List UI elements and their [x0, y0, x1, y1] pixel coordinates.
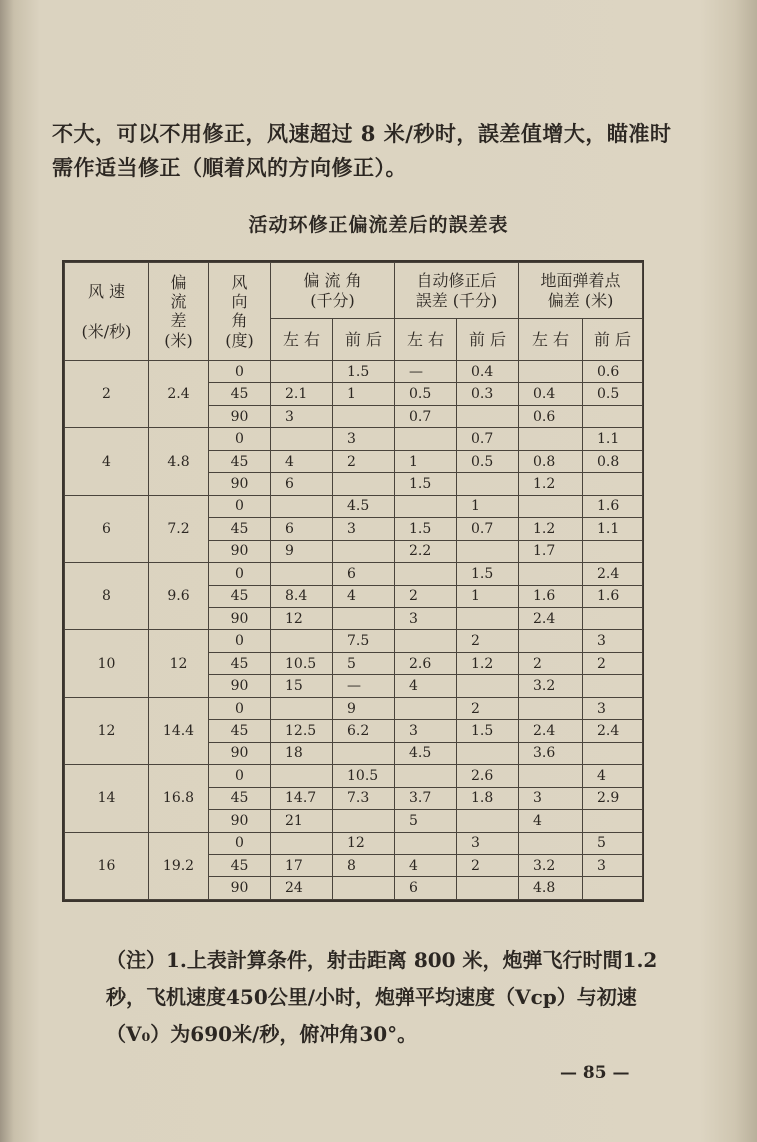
value-cell — [457, 405, 519, 427]
value-cell — [519, 832, 583, 854]
value-cell — [583, 540, 643, 562]
value-cell: 3 — [395, 720, 457, 742]
value-cell — [457, 607, 519, 629]
value-cell: 1.1 — [583, 518, 643, 540]
value-cell — [583, 675, 643, 697]
wind-speed-cell: 6 — [65, 495, 149, 562]
value-cell: 3.2 — [519, 675, 583, 697]
value-cell — [271, 832, 333, 854]
value-cell: 2.4 — [583, 720, 643, 742]
table-row — [65, 563, 643, 585]
value-cell — [457, 675, 519, 697]
value-cell: 8 — [333, 854, 395, 876]
notes-text: （注）1.上表計算条件，射击距离 800 米，炮弹飞行时間1.2秒，飞机速度450公里/小时，炮弹平均速度（Vcp）与初速（V₀）为690米/秒，俯冲角30°。 — [106, 948, 658, 1046]
wind-angle-cell: 90 — [209, 877, 271, 900]
value-cell: 4 — [333, 585, 395, 607]
wind-angle-cell: 0 — [209, 495, 271, 517]
value-cell — [333, 810, 395, 832]
value-cell: 14.7 — [271, 787, 333, 809]
value-cell: 5 — [395, 810, 457, 832]
value-cell: 6 — [271, 473, 333, 495]
body-paragraph: 不大，可以不用修正，风速超过 8 米/秒时，誤差值增大，瞄准时需作适当修正（順着风的方向修正）。 — [52, 121, 672, 180]
value-cell: 1.5 — [333, 361, 395, 383]
value-cell: 1.6 — [583, 495, 643, 517]
value-cell — [271, 630, 333, 652]
table-row — [65, 428, 643, 450]
value-cell: 3.6 — [519, 742, 583, 764]
value-cell — [583, 607, 643, 629]
table-row — [65, 765, 643, 787]
wind-speed-cell: 2 — [65, 361, 149, 428]
value-cell: 17 — [271, 854, 333, 876]
wind-angle-cell: 0 — [209, 630, 271, 652]
value-cell: 2.4 — [519, 720, 583, 742]
notes-paragraph — [52, 942, 672, 1053]
value-cell — [395, 630, 457, 652]
value-cell — [395, 765, 457, 787]
value-cell: 6 — [395, 877, 457, 900]
value-cell: 8.4 — [271, 585, 333, 607]
value-cell: 1.8 — [457, 787, 519, 809]
value-cell: 7.5 — [333, 630, 395, 652]
value-cell: 2.1 — [271, 383, 333, 405]
wind-angle-cell: 90 — [209, 607, 271, 629]
value-cell: 6 — [271, 518, 333, 540]
value-cell — [457, 877, 519, 900]
value-cell — [333, 473, 395, 495]
value-cell: 1.5 — [395, 473, 457, 495]
value-cell: 2 — [457, 697, 519, 719]
value-cell: 9 — [333, 697, 395, 719]
value-cell: 1.5 — [457, 720, 519, 742]
wind-angle-cell: 0 — [209, 765, 271, 787]
drift-diff-cell: 16.8 — [149, 765, 209, 832]
value-cell — [583, 877, 643, 900]
table-body — [65, 361, 643, 900]
value-cell — [519, 765, 583, 787]
value-cell: 4 — [519, 810, 583, 832]
value-cell: 0.7 — [457, 518, 519, 540]
value-cell: 2 — [457, 854, 519, 876]
value-cell: 3 — [395, 607, 457, 629]
wind-angle-cell: 45 — [209, 720, 271, 742]
table-title: 活动环修正偏流差后的誤差表 — [248, 214, 509, 236]
value-cell: 4 — [271, 450, 333, 472]
value-cell: 0.4 — [519, 383, 583, 405]
wind-angle-cell: 0 — [209, 428, 271, 450]
value-cell — [395, 428, 457, 450]
value-cell: 2.6 — [395, 652, 457, 674]
value-cell — [395, 563, 457, 585]
value-cell — [519, 495, 583, 517]
value-cell: 2 — [583, 652, 643, 674]
value-cell: 0.5 — [583, 383, 643, 405]
value-cell — [395, 832, 457, 854]
value-cell: 0.7 — [457, 428, 519, 450]
value-cell: 7.3 — [333, 787, 395, 809]
table-row — [65, 361, 643, 383]
value-cell — [519, 630, 583, 652]
wind-angle-cell: 0 — [209, 563, 271, 585]
drift-diff-cell: 2.4 — [149, 361, 209, 428]
value-cell — [457, 473, 519, 495]
wind-speed-cell: 14 — [65, 765, 149, 832]
value-cell: 12.5 — [271, 720, 333, 742]
header-wind-speed: 风 速 (米/秒) — [65, 263, 149, 361]
value-cell: 1.2 — [519, 473, 583, 495]
value-cell — [457, 742, 519, 764]
value-cell — [271, 361, 333, 383]
header-lr: 左 右 — [519, 319, 583, 361]
value-cell — [271, 765, 333, 787]
value-cell: 4 — [395, 854, 457, 876]
wind-angle-cell: 90 — [209, 742, 271, 764]
value-cell: 2.4 — [583, 563, 643, 585]
value-cell: 1.2 — [519, 518, 583, 540]
value-cell — [457, 810, 519, 832]
drift-diff-cell: 14.4 — [149, 697, 209, 764]
header-lr: 左 右 — [395, 319, 457, 361]
value-cell: 3 — [583, 630, 643, 652]
value-cell: 18 — [271, 742, 333, 764]
value-cell: 1.5 — [457, 563, 519, 585]
value-cell: 0.3 — [457, 383, 519, 405]
value-cell — [519, 428, 583, 450]
value-cell — [271, 495, 333, 517]
value-cell: 3 — [583, 697, 643, 719]
value-cell: 24 — [271, 877, 333, 900]
wind-angle-cell: 45 — [209, 854, 271, 876]
value-cell: 3 — [271, 405, 333, 427]
value-cell: 3.7 — [395, 787, 457, 809]
table-row — [65, 495, 643, 517]
value-cell — [583, 405, 643, 427]
value-cell — [583, 473, 643, 495]
drift-diff-cell: 12 — [149, 630, 209, 697]
value-cell: 1.5 — [395, 518, 457, 540]
value-cell: 1.2 — [457, 652, 519, 674]
value-cell: 3.2 — [519, 854, 583, 876]
value-cell: 1.6 — [583, 585, 643, 607]
value-cell — [333, 742, 395, 764]
value-cell: 2.9 — [583, 787, 643, 809]
value-cell: 3 — [333, 518, 395, 540]
value-cell: 3 — [333, 428, 395, 450]
wind-angle-cell: 45 — [209, 450, 271, 472]
table-row — [65, 630, 643, 652]
drift-diff-cell: 4.8 — [149, 428, 209, 495]
value-cell: 1 — [395, 450, 457, 472]
value-cell: 0.7 — [395, 405, 457, 427]
value-cell: 0.5 — [457, 450, 519, 472]
value-cell: 1.6 — [519, 585, 583, 607]
value-cell: 0.5 — [395, 383, 457, 405]
value-cell: 0.8 — [519, 450, 583, 472]
value-cell: 2 — [519, 652, 583, 674]
table-row — [65, 832, 643, 854]
value-cell: 6.2 — [333, 720, 395, 742]
header-ground-error: 地面弹着点 偏差 (米) — [519, 263, 643, 319]
header-drift-angle: 偏 流 角 (千分) — [271, 263, 395, 319]
wind-speed-cell: 16 — [65, 832, 149, 899]
value-cell: 5 — [583, 832, 643, 854]
value-cell: 4 — [583, 765, 643, 787]
value-cell — [457, 540, 519, 562]
value-cell: 2.4 — [519, 607, 583, 629]
value-cell — [583, 742, 643, 764]
value-cell: 2 — [333, 450, 395, 472]
value-cell: 15 — [271, 675, 333, 697]
value-cell — [333, 540, 395, 562]
wind-angle-cell: 0 — [209, 697, 271, 719]
wind-angle-cell: 45 — [209, 518, 271, 540]
value-cell — [519, 361, 583, 383]
value-cell — [271, 428, 333, 450]
value-cell — [519, 563, 583, 585]
value-cell: 3 — [519, 787, 583, 809]
wind-angle-cell: 90 — [209, 473, 271, 495]
value-cell — [583, 810, 643, 832]
value-cell: 0.6 — [519, 405, 583, 427]
value-cell: 5 — [333, 652, 395, 674]
value-cell: 10.5 — [271, 652, 333, 674]
wind-angle-cell: 45 — [209, 383, 271, 405]
drift-diff-cell: 9.6 — [149, 563, 209, 630]
wind-speed-cell: 4 — [65, 428, 149, 495]
wind-angle-cell: 45 — [209, 787, 271, 809]
header-auto-error: 自动修正后 誤差 (千分) — [395, 263, 519, 319]
value-cell: 12 — [333, 832, 395, 854]
value-cell: 9 — [271, 540, 333, 562]
value-cell: 0.4 — [457, 361, 519, 383]
value-cell: 21 — [271, 810, 333, 832]
value-cell: 12 — [271, 607, 333, 629]
header-fb: 前 后 — [457, 319, 519, 361]
header-wind-angle: 风向角 (度) — [209, 263, 271, 361]
wind-speed-cell: 8 — [65, 563, 149, 630]
value-cell — [395, 495, 457, 517]
header-lr: 左 右 — [271, 319, 333, 361]
value-cell: 0.6 — [583, 361, 643, 383]
value-cell: — — [333, 675, 395, 697]
value-cell: 4 — [395, 675, 457, 697]
error-table — [62, 260, 644, 902]
wind-angle-cell: 45 — [209, 652, 271, 674]
value-cell: 1.1 — [583, 428, 643, 450]
value-cell: 2.6 — [457, 765, 519, 787]
header-fb: 前 后 — [333, 319, 395, 361]
drift-diff-cell: 19.2 — [149, 832, 209, 899]
table-row — [65, 697, 643, 719]
value-cell — [333, 405, 395, 427]
value-cell: 4.8 — [519, 877, 583, 900]
page-number: — 85 — — [560, 1063, 630, 1083]
wind-speed-cell: 12 — [65, 697, 149, 764]
wind-angle-cell: 0 — [209, 832, 271, 854]
value-cell: 0.8 — [583, 450, 643, 472]
value-cell: 4.5 — [395, 742, 457, 764]
wind-speed-cell: 10 — [65, 630, 149, 697]
value-cell: — — [395, 361, 457, 383]
wind-angle-cell: 45 — [209, 585, 271, 607]
value-cell: 3 — [457, 832, 519, 854]
value-cell: 6 — [333, 563, 395, 585]
wind-angle-cell: 90 — [209, 810, 271, 832]
value-cell — [333, 607, 395, 629]
value-cell: 2 — [457, 630, 519, 652]
value-cell: 2 — [395, 585, 457, 607]
header-drift-diff: 偏流差 (米) — [149, 263, 209, 361]
value-cell — [333, 877, 395, 900]
value-cell: 1.7 — [519, 540, 583, 562]
wind-angle-cell: 90 — [209, 405, 271, 427]
value-cell — [519, 697, 583, 719]
wind-angle-cell: 90 — [209, 540, 271, 562]
value-cell — [271, 563, 333, 585]
value-cell: 1 — [333, 383, 395, 405]
value-cell: 4.5 — [333, 495, 395, 517]
value-cell: 1 — [457, 585, 519, 607]
drift-diff-cell: 7.2 — [149, 495, 209, 562]
value-cell: 3 — [583, 854, 643, 876]
value-cell: 1 — [457, 495, 519, 517]
value-cell: 10.5 — [333, 765, 395, 787]
value-cell — [395, 697, 457, 719]
header-fb: 前 后 — [583, 319, 643, 361]
wind-angle-cell: 0 — [209, 361, 271, 383]
value-cell — [271, 697, 333, 719]
value-cell: 2.2 — [395, 540, 457, 562]
wind-angle-cell: 90 — [209, 675, 271, 697]
